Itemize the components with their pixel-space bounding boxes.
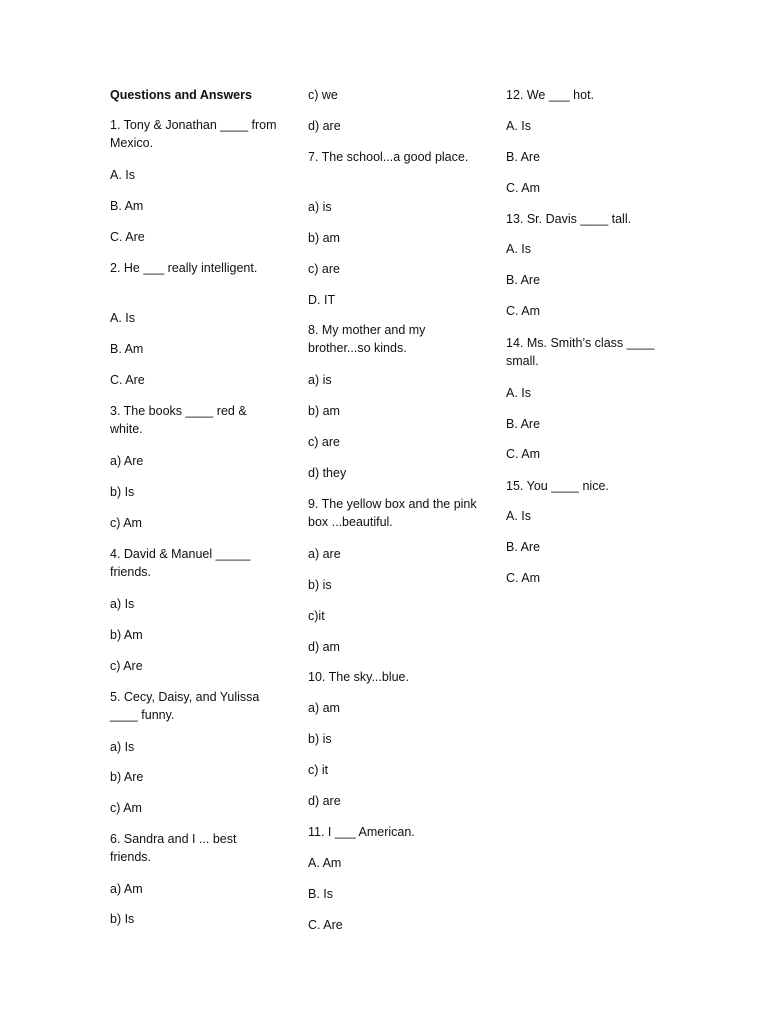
answer-option: B. Are — [506, 150, 541, 164]
answer-option: B. Is — [308, 887, 334, 901]
answer-option: a) Am — [110, 882, 143, 896]
answer-option: D. IT — [308, 293, 336, 307]
answer-option: A. Is — [506, 509, 532, 523]
answer-option: d) they — [308, 466, 347, 480]
answer-option: c) we — [308, 88, 338, 102]
answer-option: b) Are — [110, 770, 144, 784]
answer-option: A. Is — [506, 119, 532, 133]
question-text: 6. Sandra and I ... best friends. — [110, 832, 237, 864]
answer-option: B. Are — [506, 273, 541, 287]
question-text: 3. The books ____ red & white. — [110, 404, 247, 436]
answer-option: A. Is — [110, 168, 136, 182]
answer-option: B. Are — [506, 540, 541, 554]
answer-option: A. Is — [506, 242, 532, 256]
answer-option: b) am — [308, 231, 340, 245]
answer-option: c) it — [308, 763, 329, 777]
answer-option: C. Are — [110, 373, 145, 387]
answer-option: c) Am — [110, 801, 142, 815]
answer-option: a) is — [308, 200, 332, 214]
answer-option: d) are — [308, 119, 341, 133]
answer-option: a) is — [308, 373, 332, 387]
question-text: 2. He ___ really intelligent. — [110, 261, 258, 275]
answer-option: c) Am — [110, 516, 142, 530]
answer-option: b) is — [308, 732, 332, 746]
answer-option: c) Are — [110, 659, 143, 673]
answer-option: b) am — [308, 404, 340, 418]
answer-option: b) Am — [110, 628, 143, 642]
answer-option: A. Am — [308, 856, 342, 870]
answer-option: d) am — [308, 640, 340, 654]
question-text: 5. Cecy, Daisy, and Yulissa ____ funny. — [110, 690, 260, 722]
answer-option: C. Am — [506, 571, 541, 585]
question-text: 15. You ____ nice. — [506, 479, 609, 493]
answer-option: a) am — [308, 701, 340, 715]
question-text: 9. The yellow box and the pink box ...beautiful. — [308, 497, 477, 529]
answer-option: C. Am — [506, 304, 541, 318]
answer-option: b) Is — [110, 485, 135, 499]
answer-option: b) is — [308, 578, 332, 592]
question-text: 11. I ___ American. — [308, 825, 415, 839]
question-text: 1. Tony & Jonathan ____ from Mexico. — [110, 118, 277, 150]
answer-option: A. Is — [110, 311, 136, 325]
answer-option: A. Is — [506, 386, 532, 400]
answer-option: B. Am — [110, 342, 144, 356]
answer-option: C. Am — [506, 447, 541, 461]
question-text: 4. David & Manuel _____ friends. — [110, 547, 251, 579]
answer-option: B. Are — [506, 417, 541, 431]
answer-option: C. Are — [110, 230, 145, 244]
answer-option: c) are — [308, 262, 340, 276]
answer-option: b) Is — [110, 912, 135, 926]
question-text: 7. The school...a good place. — [308, 150, 469, 164]
answer-option: B. Am — [110, 199, 144, 213]
question-text: 12. We ___ hot. — [506, 88, 595, 102]
answer-option: c) are — [308, 435, 340, 449]
question-text: 10. The sky...blue. — [308, 670, 409, 684]
answer-option: a) Is — [110, 597, 135, 611]
answer-option: a) are — [308, 547, 341, 561]
answer-option: C. Are — [308, 918, 343, 932]
answer-option: a) Is — [110, 740, 135, 754]
answer-option: a) Are — [110, 454, 144, 468]
question-text: 13. Sr. Davis ____ tall. — [506, 212, 632, 226]
answer-option: d) are — [308, 794, 341, 808]
answer-option: C. Am — [506, 181, 541, 195]
answer-option: c)it — [308, 609, 325, 623]
page-title: Questions and Answers — [110, 88, 252, 102]
question-text: 14. Ms. Smith’s class ____ small. — [506, 336, 655, 368]
question-text: 8. My mother and my brother...so kinds. — [308, 323, 426, 355]
